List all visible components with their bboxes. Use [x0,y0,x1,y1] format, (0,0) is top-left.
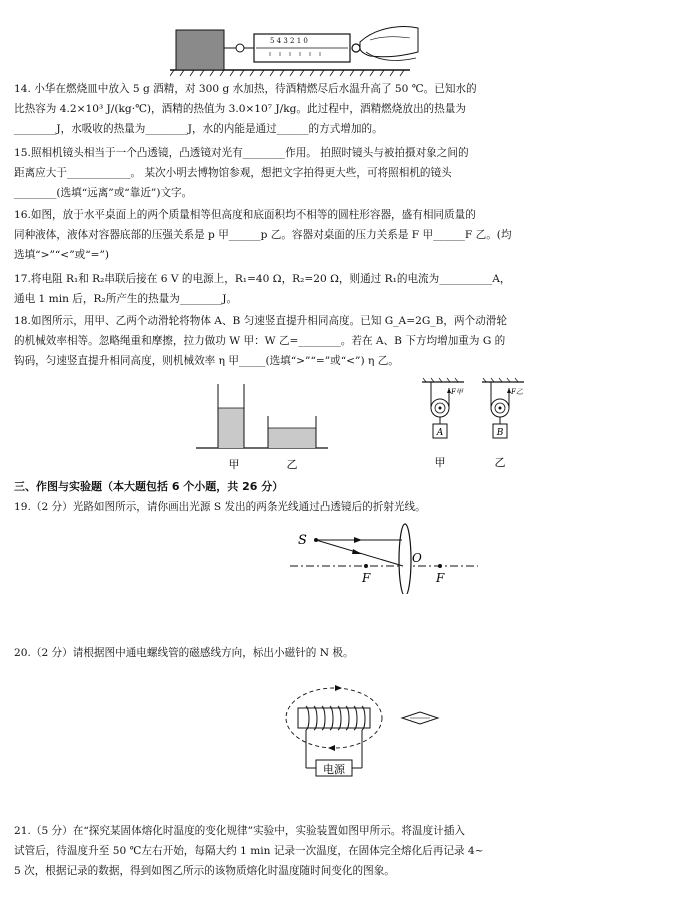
q21-line-1: 21.（5 分）在“探究某固体熔化时温度的变化规律”实验中，实验装置如图甲所示。将温度计插入 [14,825,465,837]
q14-line-3: ________J，水吸收的热量为________J，水的内能是通过______的方式增加的。 [14,123,383,135]
q14-line-2: 比热容为 4.2×10³ J/(kg·℃)，酒精的热值为 3.0×10⁷ J/kg。此过程中，酒精燃烧放出的热量为 [14,103,466,115]
section-3-heading: 三、作图与实验题（本大题包括 6 个小题，共 26 分） [14,480,284,493]
fig18-block-right: B [496,428,504,438]
containers-figure [196,378,328,474]
q17-line-1: 17.将电阻 R₁和 R₂串联后接在 6 V 的电源上，R₁=40 Ω，R₂=20 Ω，则通过 R₁的电流为__________A， [14,273,511,285]
fig18-force-right: F乙 [511,388,523,396]
fig16-label-right: 乙 [286,458,298,471]
fig18-force-left: F甲 [451,388,463,396]
q15-line-3: ________(选填“远离”或“靠近”)文字。 [14,187,193,199]
fig19-focus-left: F [362,571,371,585]
q16-line-2: 同种液体，液体对容器底部的压强关系是 p 甲______p 乙。容器对桌面的压力关系是 F 甲______F 乙。(均 [14,229,512,241]
q15-line-2: 距离应大于____________。 某次小明去博物馆参观，想把文字拍得更大些，可将照相机的镜头 [14,167,452,179]
fig19-source-label: S [298,533,307,548]
q18-line-1: 18.如图所示，用甲、乙两个动滑轮将物体 A、B 匀速竖直提升相同高度。已知 G_A=2G_B，两个动滑轮 [14,315,507,327]
fig18-label-right: 乙 [494,456,506,469]
fig19-center-label: O [412,551,422,565]
spring-scale-figure [170,18,420,78]
q17-line-2: 通电 1 min 后，R₂所产生的热量为________J。 [14,293,238,305]
fig18-label-left: 甲 [434,456,446,469]
q19-text: 19.（2 分）光路如图所示，请你画出光源 S 发出的两条光线通过凸透镜后的折射光线。 [14,501,426,513]
q14-line-1: 14. 小华在燃烧皿中放入 5 g 酒精，对 300 g 水加热，待酒精燃尽后水温升高了 50 ℃。已知水的 [14,83,477,95]
fig19-focus-right: F [436,571,445,585]
power-supply-label: 电源 [323,763,345,776]
q21-line-2: 试管后，待温度升至 50 ℃左右开始，每隔大约 1 min 记录一次温度，在固体完全熔化后再记录 4~ [14,845,484,857]
q18-line-3: 钩码，匀速竖直提升相同高度，则机械效率 η 甲_____(选填“>”“=”或“<”) η 乙。 [14,355,399,367]
fig16-label-left: 甲 [228,458,240,471]
fig18-block-left: A [436,428,444,438]
pulleys-figure [420,376,540,476]
q20-text: 20.（2 分）请根据图中通电螺线管的磁感线方向，标出小磁针的 N 极。 [14,647,354,659]
scale-numbers: 5 4 3 2 1 0 [270,37,308,45]
lens-figure [290,518,480,594]
q16-line-3: 选填“>”“<”或“=”) [14,249,110,261]
solenoid-figure [282,680,448,788]
q18-line-2: 的机械效率相等。忽略绳重和摩擦，拉力做功 W 甲：W 乙=________。若在 A、B 下方均增加重为 G 的 [14,335,506,347]
q15-line-1: 15.照相机镜头相当于一个凸透镜，凸透镜对光有________作用。 拍照时镜头与被拍摄对象之间的 [14,147,469,159]
q16-line-1: 16.如图，放于水平桌面上的两个质量相等但高度和底面积均不相等的圆柱形容器，盛有相同质量的 [14,209,476,221]
q21-line-3: 5 次，根据记录的数据，得到如图乙所示的该物质熔化时温度随时间变化的图象。 [14,865,395,877]
